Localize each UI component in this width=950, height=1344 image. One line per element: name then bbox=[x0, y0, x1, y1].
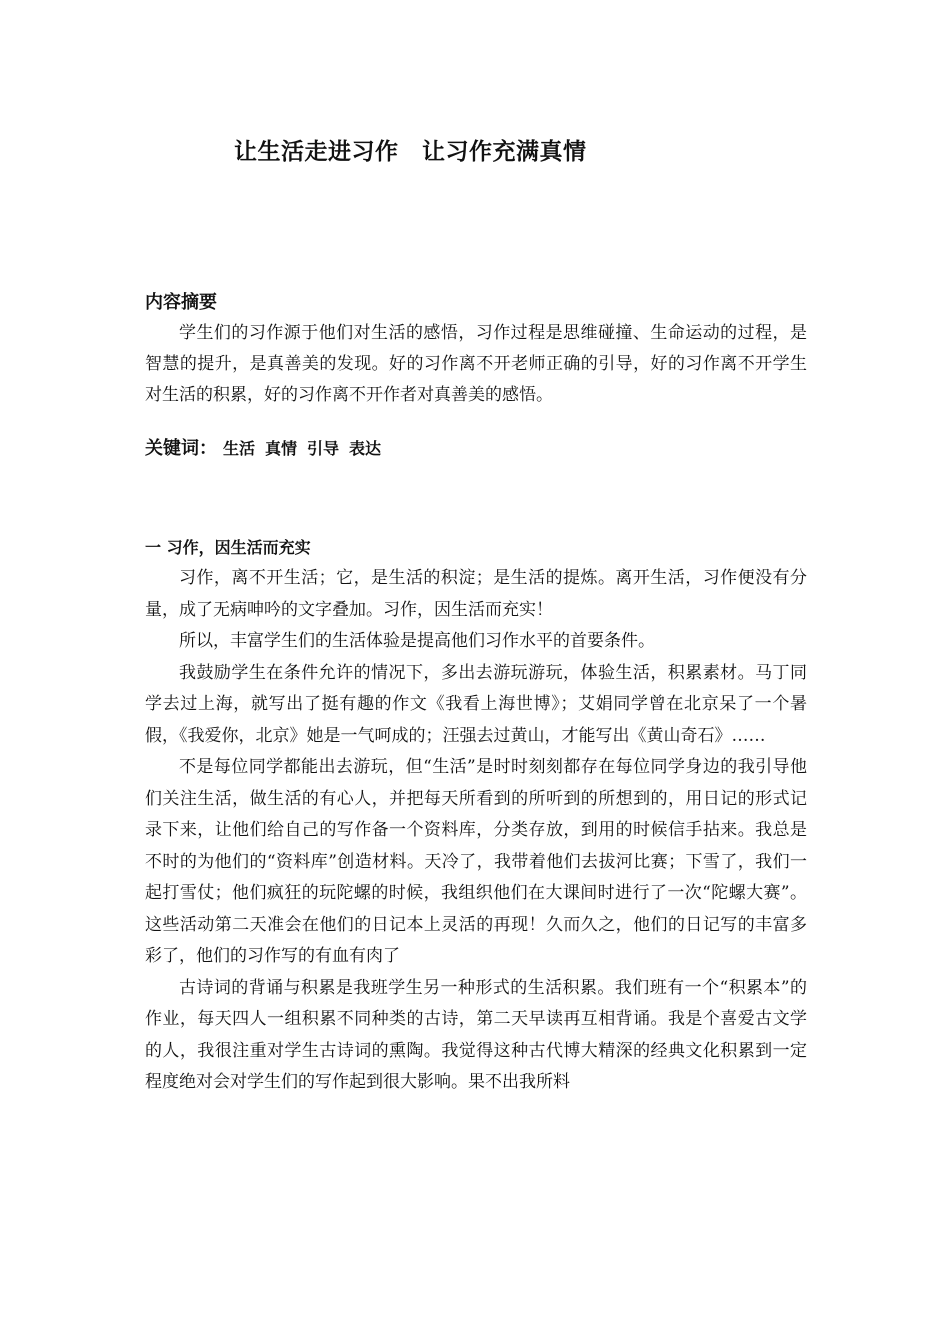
abstract-paragraph: 学生们的习作源于他们对生活的感悟，习作过程是思维碰撞、生命运动的过程，是智慧的提升，是真善美的发现。好的习作离不开老师正确的引导，好的习作离不开学生对生活的积累，好的习作离不开作者对真善美的感悟。 bbox=[145, 323, 807, 405]
body-paragraph: 我鼓励学生在条件允许的情况下，多出去游玩游玩，体验生活，积累素材。马丁同学去过上海，就写出了挺有趣的作文《我看上海世博》；艾娟同学曾在北京呆了一个暑假，《我爱你，北京》她是一气呵成的；汪强去过黄山，才能写出《黄山奇石》…… bbox=[145, 662, 807, 746]
section-body bbox=[145, 563, 807, 1099]
abstract-heading: 内容摘要 bbox=[145, 292, 217, 313]
body-paragraph: 古诗词的背诵与积累是我班学生另一种形式的生活积累。我们班有一个“积累本”的作业，每天四人一组积累不同种类的古诗，第二天早读再互相背诵。我是个喜爱古文学的人，我很注重对学生古诗词的熏陶。我觉得这种古代博大精深的经典文化积累到一定程度绝对会对学生们的写作起到很大影响。果不出我所料 bbox=[145, 977, 807, 1092]
keyword-item: 表达 bbox=[349, 439, 382, 458]
section-heading: 一 习作，因生活而充实 bbox=[145, 538, 311, 557]
abstract-body bbox=[145, 318, 807, 411]
body-paragraph: 习作，离不开生活；它，是生活的积淀；是生活的提炼。离开生活，习作便没有分量，成了无病呻吟的文字叠加。习作，因生活而充实！ bbox=[145, 568, 807, 620]
keywords-values bbox=[223, 439, 391, 458]
body-paragraph: 不是每位同学都能出去游玩，但“生活”是时时刻刻都存在每位同学身边的我引导他们关注生活，做生活的有心人，并把每天所看到的所听到的所想到的，用日记的形式记录下来，让他们给自己的写作备一个资料库，分类存放，到用的时候信手拈来。我总是不时的为他们的“资料库”创造材料。天冷了，我带着他们去拔河比赛；下雪了，我们一起打雪仗；他们疯狂的玩陀螺的时候，我组织他们在大课间时进行了一次“陀螺大赛”。这些活动第二天准会在他们的日记本上灵活的再现！久而久之，他们的日记写的丰富多彩了，他们的习作写的有血有肉了 bbox=[145, 757, 807, 966]
keyword-item: 真情 bbox=[265, 439, 298, 458]
body-paragraph: 所以，丰富学生们的生活体验是提高他们习作水平的首要条件。 bbox=[179, 631, 655, 651]
keyword-item: 生活 bbox=[223, 439, 256, 458]
document-title: 让生活走进习作 让习作充满真情 bbox=[234, 139, 587, 165]
keyword-item: 引导 bbox=[307, 439, 340, 458]
keywords-line bbox=[145, 434, 391, 460]
keywords-label: 关键词： bbox=[145, 438, 217, 459]
